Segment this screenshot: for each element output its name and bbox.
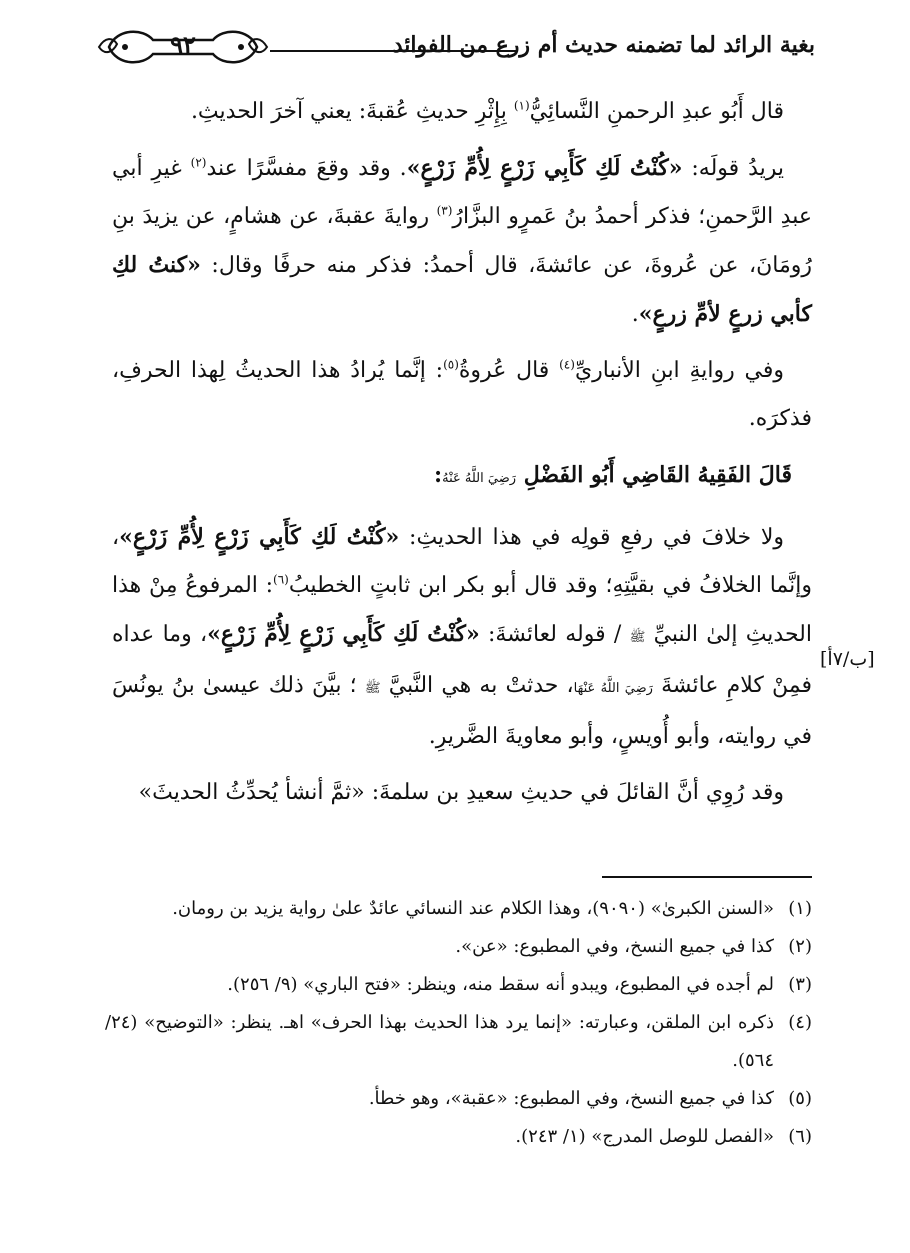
hadith-quote: «كُنْتُ لَكِ كَأَبِي زَرْعٍ لِأُمِّ زَرْعٍ» xyxy=(119,524,400,550)
footnote-number: (٢) xyxy=(788,936,812,957)
footnote-1 xyxy=(105,890,812,928)
footnote-2 xyxy=(105,928,812,966)
footnote-ref-4[interactable]: (٤) xyxy=(559,357,575,372)
salutation-glyph: ﷺ xyxy=(629,630,646,645)
text-run: ولا خلافَ في رفعِ قولِه في هذا الحديثِ: xyxy=(399,525,784,550)
paragraph-2 xyxy=(112,144,812,339)
hadith-quote: «كُنْتُ لَكِ كَأَبِي زَرْعٍ لِأُمِّ زَرْعٍ» xyxy=(207,621,480,647)
running-title: بغية الرائد لما تضمنه حديث أم زرع من الفوائد xyxy=(392,32,815,58)
manuscript-folio-marker: [ب/٧أ] xyxy=(820,648,875,670)
text-run: : إنَّما يُرادُ هذا الحديثُ لِهذا الحرفِ، فذكرَه. xyxy=(112,358,812,431)
footnote-text: «السنن الكبرىٰ» (٩٠٩٠)، وهذا الكلام عند النسائي عائدٌ علىٰ رواية يزيد بن رومان. xyxy=(172,898,774,919)
paragraph-4 xyxy=(112,513,812,761)
footnote-text: ذكره ابن الملقن، وعبارته: «إنما يرد هذا الحديث بهذا الحرف» اهـ. ينظر: «التوضيح» (٢٤/ ٥٦٤). xyxy=(105,1012,774,1071)
text-run: غيرِ أبي عبدِ الرَّحمنِ؛ فذكر أحمدُ بنُ عَمرٍو البزَّارُ xyxy=(112,156,812,229)
text-run: ، وما عداه فمِنْ كلامِ عائشةَ xyxy=(112,622,812,698)
footnote-5 xyxy=(105,1080,812,1118)
footnote-separator xyxy=(602,876,812,878)
footnote-ref-2[interactable]: (٢) xyxy=(190,155,207,170)
running-header xyxy=(95,22,815,72)
footnote-text: كذا في جميع النسخ، وفي المطبوع: «عن». xyxy=(455,936,774,957)
hadith-quote: «كنتُ لكِ كأبي زرعٍ لأمِّ زرعٍ» xyxy=(112,252,812,327)
footnote-4 xyxy=(105,1004,812,1080)
paragraph-1 xyxy=(112,88,812,136)
text-run: وقد رُوِي أنَّ القائلَ في حديثِ سعيدِ بن سلمةَ: «ثمَّ أنشأ يُحدِّثُ الحديثَ» xyxy=(138,780,784,805)
footnotes xyxy=(105,890,812,1156)
footnote-number: (٦) xyxy=(788,1126,812,1147)
footnote-ref-6[interactable]: (٦) xyxy=(273,572,289,587)
text-run: روايةَ عقبةَ، عن هشامٍ، عن يزيدَ بنِ رُومَانَ، عن عُروةَ، عن عائشةَ، قال أحمدُ: فذكر منه حرفًا وقال: xyxy=(112,204,813,278)
text-run: . xyxy=(631,302,639,327)
section-heading xyxy=(112,451,812,503)
honorific: رَضِيَ اللَّهُ عَنْهُ xyxy=(442,471,517,486)
footnote-ref-1[interactable]: (١) xyxy=(513,98,530,113)
salutation-glyph: ﷺ xyxy=(364,681,381,696)
paragraph-3 xyxy=(112,347,812,443)
text-run: / قوله لعائشةَ: xyxy=(479,622,630,647)
honorific: رَضِيَ اللَّهُ عَنْهَا xyxy=(573,681,653,696)
footnote-number: (١) xyxy=(788,898,812,919)
hadith-quote: «كُنْتُ لَكِ كَأَبِي زَرْعٍ لِأُمِّ زَرْعٍ» xyxy=(406,155,683,181)
paragraph-5 xyxy=(112,769,812,817)
text-run: ، حدثتْ به هي النَّبيَّ xyxy=(380,673,574,698)
footnote-number: (٥) xyxy=(788,1088,812,1109)
text-run: قَالَ الفَقِيهُ القَاضِي أَبُو الفَضْلِ xyxy=(516,462,792,488)
footnote-text: «الفصل للوصل المدرج» (١/ ٢٤٣). xyxy=(515,1126,774,1147)
footnote-6 xyxy=(105,1118,812,1156)
footnote-text: كذا في جميع النسخ، وفي المطبوع: «عقبة»، وهو خطأ. xyxy=(368,1088,774,1109)
text-run: يريدُ قولَه: xyxy=(682,156,785,181)
text-run: بِإِثْرِ حديثِ عُقبةَ: يعني آخرَ الحديثِ. xyxy=(190,99,514,124)
footnote-text: لم أجده في المطبوع، ويبدو أنه سقط منه، وينظر: «فتح الباري» (٩/ ٢٥٦). xyxy=(227,974,774,995)
page-number: ٩٢ xyxy=(170,30,196,59)
text-run: : xyxy=(433,462,443,488)
footnote-ref-3[interactable]: (٣) xyxy=(436,203,453,218)
main-text xyxy=(112,88,812,825)
text-run: قال أَبُو عبدِ الرحمنِ النَّسائِيُّ xyxy=(529,99,784,124)
text-run: ؛ بيَّنَ ذلك عيسىٰ بنُ يونُسَ في روايته، وأبو أُويسٍ، وأبو معاويةَ الضَّريرِ. xyxy=(112,673,812,749)
footnote-3 xyxy=(105,966,812,1004)
text-run: ، وإنَّما الخلافُ في بقيَّتِهِ؛ وقد قال أبو بكر ابن ثابتٍ الخطيبُ xyxy=(112,525,812,598)
text-run: قال عُروةُ xyxy=(458,358,560,383)
footnote-number: (٣) xyxy=(788,974,812,995)
text-run: . وقد وقعَ مفسَّرًا عند xyxy=(206,156,407,181)
text-run: وفي روايةِ ابنِ الأنباريِّ xyxy=(574,358,785,383)
footnote-ref-5[interactable]: (٥) xyxy=(443,357,459,372)
text-run: : المرفوعُ مِنْ هذا الحديثِ إلىٰ النبيِّ xyxy=(112,573,812,647)
footnote-number: (٤) xyxy=(788,1012,812,1033)
